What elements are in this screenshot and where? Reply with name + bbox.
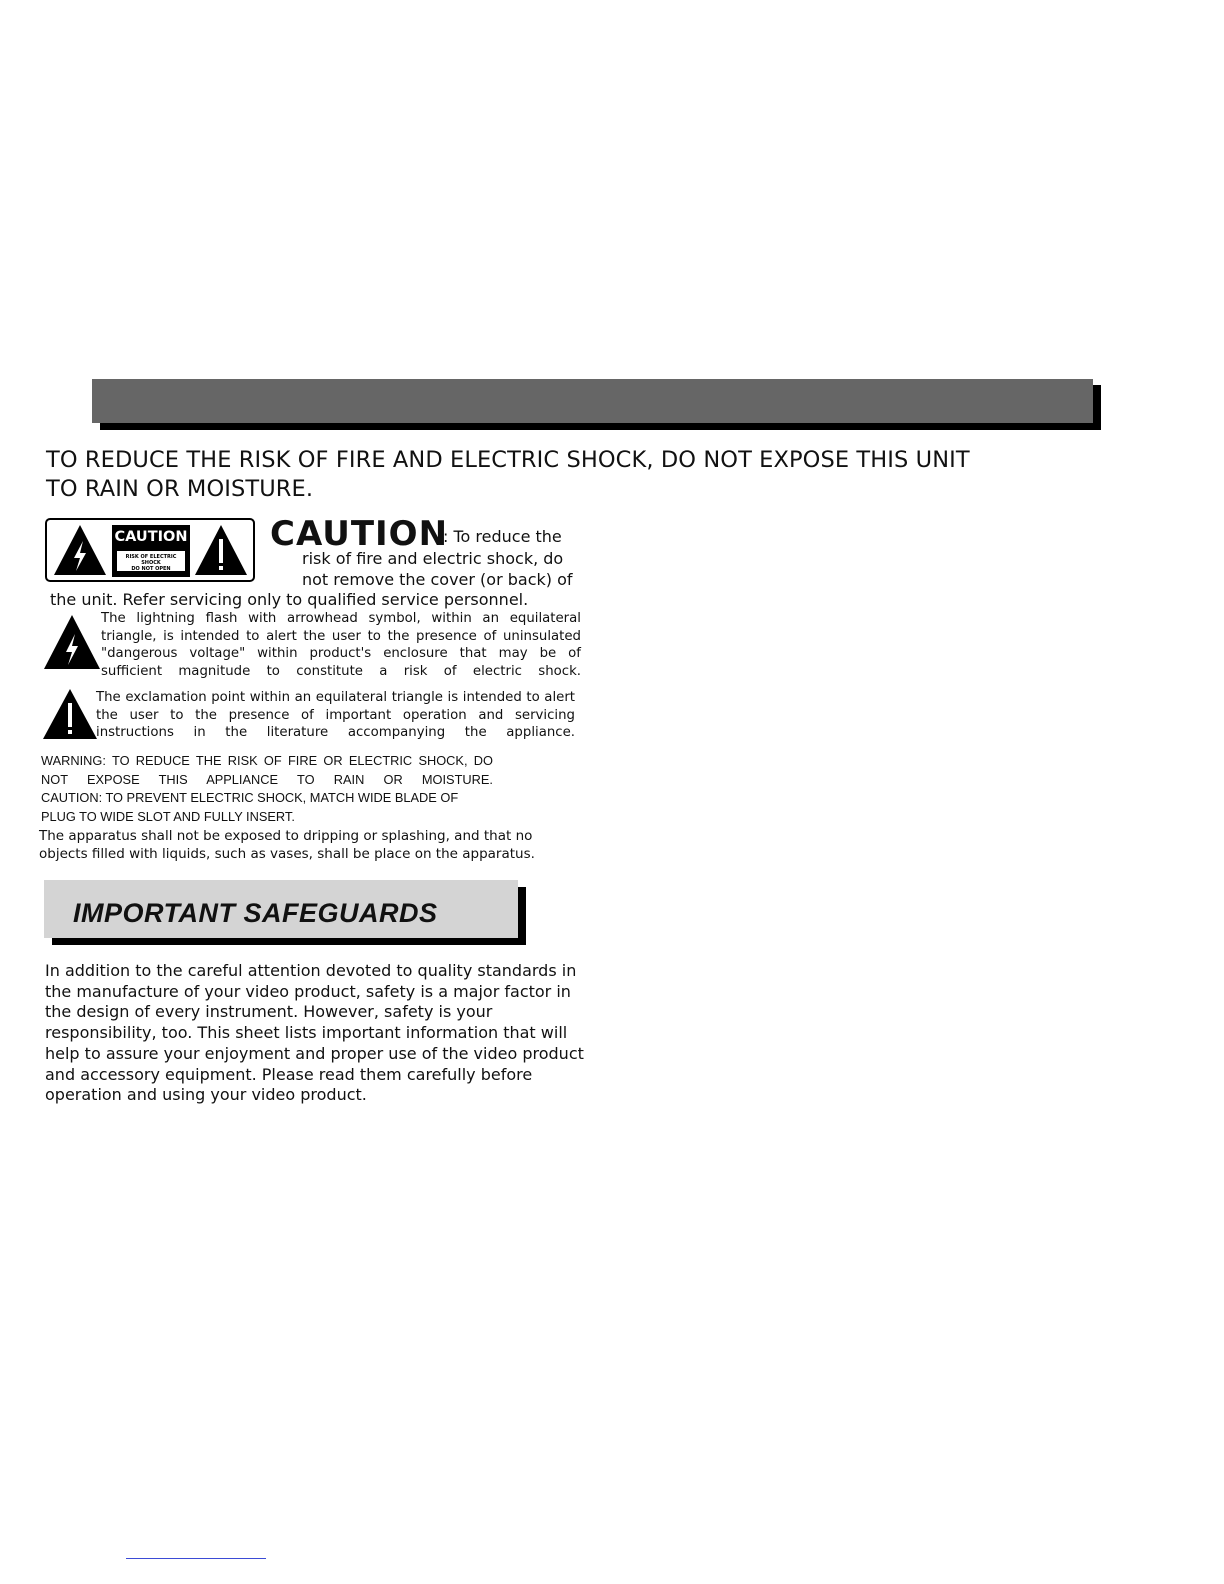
label-line1: RISK OF ELECTRIC SHOCK bbox=[125, 554, 177, 566]
lightning-triangle-icon bbox=[43, 614, 101, 670]
caution-heading: CAUTION bbox=[270, 514, 449, 554]
lightning-symbol-explanation: The lightning flash with arrowhead symbol, within an equilateral triangle, is intended to alert the user to the presence of uninsulated "dangerous voltage" within product's enclosure that may be of sufficient magnitude to constitute a risk of electric shock. bbox=[101, 611, 581, 679]
label-small-text bbox=[117, 551, 185, 571]
exclamation-triangle-icon bbox=[42, 688, 98, 740]
apparatus-note: The apparatus shall not be exposed to dripping or splashing, and that no objects filled with liquids, such as vases, shall be place on the apparatus. bbox=[39, 828, 535, 862]
exclamation-symbol-explanation: The exclamation point within an equilateral triangle is intended to alert the user to the presence of important operation and servicing instructions in the literature accompanying the appliance. bbox=[96, 690, 575, 741]
warning-line2: NOT EXPOSE THIS APPLIANCE TO RAIN OR MOISTURE. bbox=[41, 771, 493, 787]
label-caption: CAUTION bbox=[114, 529, 188, 545]
exclamation-triangle-icon bbox=[193, 523, 249, 577]
caution-text-part3: the unit. Refer servicing only to qualified service personnel. bbox=[50, 590, 529, 609]
warning-block bbox=[41, 752, 493, 826]
warning-line4: PLUG TO WIDE SLOT AND FULLY INSERT. bbox=[41, 808, 295, 824]
caution-label-graphic bbox=[45, 518, 255, 582]
caution-text-part2: risk of fire and electric shock, do not remove the cover (or back) of bbox=[302, 549, 573, 589]
caution-label-center bbox=[112, 525, 190, 577]
main-warning-headline: TO REDUCE THE RISK OF FIRE AND ELECTRIC SHOCK, DO NOT EXPOSE THIS UNIT TO RAIN OR MOISTURE. bbox=[46, 447, 970, 502]
lightning-triangle-icon bbox=[52, 523, 108, 577]
safeguards-title: IMPORTANT SAFEGUARDS bbox=[73, 898, 438, 928]
warning-line3: CAUTION: TO PREVENT ELECTRIC SHOCK, MATCH WIDE BLADE OF bbox=[41, 790, 459, 805]
header-banner bbox=[92, 379, 1093, 423]
label-line2: DO NOT OPEN bbox=[131, 566, 171, 572]
warning-line1: WARNING: TO REDUCE THE RISK OF FIRE OR ELECTRIC SHOCK, DO bbox=[41, 753, 493, 768]
safeguards-intro: In addition to the careful attention devoted to quality standards in the manufacture of your video product, safety is a major factor in the design of every instrument. However, safety is your responsibility, too. This sheet lists important information that will help to assure your enjoyment and proper use of the video product and accessory equipment. Please read them carefully before operation and using your video product. bbox=[45, 961, 584, 1105]
footer-link-underline bbox=[126, 1558, 266, 1559]
caution-text-part1: : To reduce the bbox=[443, 527, 562, 546]
